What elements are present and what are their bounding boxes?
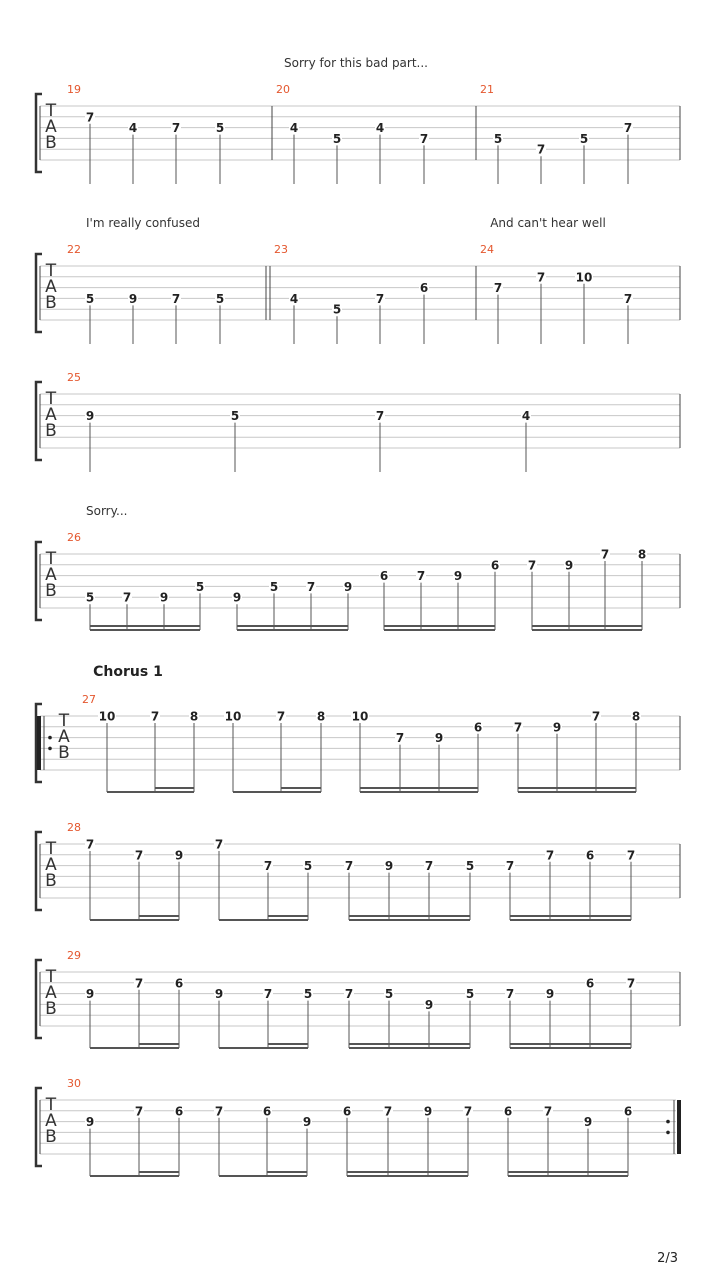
tab-clef-letter: T — [45, 1095, 57, 1115]
tab-system — [36, 56, 680, 184]
fret-number: 4 — [128, 121, 138, 136]
tab-note — [543, 1104, 553, 1176]
tab-note — [453, 569, 463, 630]
fret-number: 9 — [384, 859, 394, 874]
fret-number: 10 — [351, 709, 369, 724]
tab-note — [174, 848, 184, 920]
fret-number: 7 — [344, 987, 354, 1002]
fret-number: 6 — [342, 1104, 352, 1119]
fret-number: 5 — [332, 302, 342, 317]
tab-clef-letter: A — [45, 277, 57, 297]
fret-number: 5 — [332, 131, 342, 146]
tab-note — [171, 121, 181, 184]
fret-number: 7 — [505, 987, 515, 1002]
tab-note — [545, 848, 555, 920]
tab-note — [583, 1115, 593, 1176]
tab-note — [631, 710, 641, 793]
fret-number: 5 — [85, 291, 95, 306]
tab-note — [379, 569, 389, 630]
tab-clef-letter: T — [45, 549, 57, 569]
tab-note — [85, 591, 95, 630]
fret-number: 9 — [214, 987, 224, 1002]
tab-note — [230, 409, 240, 472]
fret-number: 9 — [128, 291, 138, 306]
tab-note — [289, 121, 299, 184]
tab-note — [493, 132, 503, 184]
tab-note — [423, 1104, 433, 1176]
tab-note — [159, 591, 169, 630]
tab-note — [513, 720, 523, 792]
tab-note — [521, 409, 531, 472]
fret-number: 7 — [171, 121, 181, 136]
tab-note — [626, 976, 636, 1048]
fret-number: 7 — [505, 859, 515, 874]
fret-number: 6 — [379, 569, 389, 584]
tab-clef-letter: A — [45, 983, 57, 1003]
tab-note — [626, 848, 636, 920]
tab-clef-letter: B — [45, 293, 57, 313]
tab-clef-letter: T — [45, 389, 57, 409]
fret-number: 5 — [215, 121, 225, 136]
fret-number: 7 — [263, 859, 273, 874]
fret-number: 7 — [263, 987, 273, 1002]
fret-number: 5 — [465, 987, 475, 1002]
fret-number: 9 — [174, 848, 184, 863]
fret-number: 7 — [85, 110, 95, 125]
tab-clef-letter: A — [45, 565, 57, 585]
tab-note — [306, 580, 316, 630]
tab-note — [490, 558, 500, 630]
tab-clef-letter: A — [45, 117, 57, 137]
fret-number: 7 — [85, 837, 95, 852]
tab-note — [150, 710, 160, 793]
repeat-dot — [48, 736, 52, 740]
tab-system — [36, 216, 680, 344]
measure-number: 29 — [67, 949, 81, 962]
tab-note — [375, 121, 385, 184]
fret-number: 7 — [626, 848, 636, 863]
tab-note — [214, 838, 224, 921]
fret-number: 7 — [536, 270, 546, 285]
tab-clef-letter: T — [45, 101, 57, 121]
text-annotation: And can't hear well — [490, 216, 606, 230]
tab-note — [303, 987, 313, 1048]
fret-number: 7 — [344, 859, 354, 874]
tab-clef-letter: A — [45, 405, 57, 425]
measure-number: 22 — [67, 243, 81, 256]
fret-number: 7 — [214, 1104, 224, 1119]
tab-note — [344, 859, 354, 920]
tab-clef-letter: B — [45, 133, 57, 153]
tab-note — [215, 121, 225, 184]
fret-number: 7 — [545, 848, 555, 863]
tab-note — [434, 731, 444, 792]
fret-number: 9 — [85, 987, 95, 1002]
fret-number: 5 — [230, 409, 240, 424]
tab-clef-letter: B — [45, 421, 57, 441]
fret-number: 6 — [419, 281, 429, 296]
tab-note — [128, 121, 138, 184]
fret-number: 7 — [419, 131, 429, 146]
tab-system — [36, 949, 680, 1048]
fret-number: 7 — [395, 731, 405, 746]
fret-number: 7 — [276, 709, 286, 724]
tab-note — [505, 987, 515, 1048]
tab-clef-letter: B — [45, 999, 57, 1019]
tab-note — [85, 110, 95, 184]
tab-note — [375, 292, 385, 344]
tab-note — [536, 143, 546, 184]
measure-number: 20 — [276, 83, 290, 96]
fret-number: 8 — [316, 709, 326, 724]
fret-number: 7 — [493, 281, 503, 296]
tab-note — [134, 976, 144, 1048]
tab-clef-letter: B — [45, 871, 57, 891]
tab-clef-letter: B — [45, 1127, 57, 1147]
tab-note — [591, 710, 601, 793]
tab-clef-letter: T — [45, 839, 57, 859]
fret-number: 7 — [134, 848, 144, 863]
fret-number: 4 — [521, 409, 531, 424]
fret-number: 6 — [585, 848, 595, 863]
measure-number: 19 — [67, 83, 81, 96]
fret-number: 9 — [453, 569, 463, 584]
tab-note — [134, 1104, 144, 1176]
fret-number: 9 — [232, 590, 242, 605]
tab-note — [289, 292, 299, 344]
fret-number: 5 — [269, 579, 279, 594]
tab-note — [85, 409, 95, 472]
tab-clef-letter: T — [45, 261, 57, 281]
tab-note — [232, 591, 242, 630]
tab-note — [493, 281, 503, 344]
fret-number: 8 — [631, 709, 641, 724]
fret-number: 9 — [343, 579, 353, 594]
tab-note — [395, 731, 405, 792]
tab-note — [564, 558, 574, 630]
fret-number: 9 — [424, 997, 434, 1012]
tab-note — [419, 281, 429, 344]
tab-clef-letter: T — [58, 711, 70, 731]
text-annotation: Sorry for this bad part... — [283, 56, 429, 70]
fret-number: 8 — [189, 709, 199, 724]
tab-note — [473, 720, 483, 792]
tab-note — [303, 859, 313, 920]
fret-number: 6 — [174, 976, 184, 991]
tab-note — [224, 710, 242, 793]
tab-note — [384, 859, 394, 920]
repeat-dot — [48, 747, 52, 751]
fret-number: 5 — [579, 131, 589, 146]
tab-note — [465, 987, 475, 1048]
fret-number: 5 — [215, 291, 225, 306]
tab-note — [383, 1104, 393, 1176]
fret-number: 10 — [224, 709, 242, 724]
measure-number: 23 — [274, 243, 288, 256]
fret-number: 5 — [493, 131, 503, 146]
fret-number: 9 — [159, 590, 169, 605]
fret-number: 7 — [150, 709, 160, 724]
fret-number: 7 — [600, 547, 610, 562]
fret-number: 9 — [552, 720, 562, 735]
tab-note — [85, 838, 95, 921]
tab-clef-letter: A — [45, 1111, 57, 1131]
tab-note — [195, 580, 205, 630]
tab-note — [536, 270, 546, 344]
fret-number: 7 — [513, 720, 523, 735]
tab-note — [214, 987, 224, 1048]
fret-number: 4 — [375, 121, 385, 136]
fret-number: 10 — [98, 709, 116, 724]
tab-note — [343, 580, 353, 630]
fret-number: 9 — [545, 987, 555, 1002]
fret-number: 6 — [503, 1104, 513, 1119]
fret-number: 7 — [383, 1104, 393, 1119]
fret-number: 7 — [375, 291, 385, 306]
fret-number: 9 — [85, 1115, 95, 1130]
tab-note — [375, 409, 385, 472]
tab-note — [214, 1104, 224, 1176]
repeat-dot — [666, 1131, 670, 1135]
tab-note — [316, 710, 326, 793]
tab-note — [85, 292, 95, 344]
fret-number: 9 — [302, 1115, 312, 1130]
tab-note — [174, 1104, 184, 1176]
fret-number: 5 — [303, 859, 313, 874]
tab-note — [332, 303, 342, 344]
tab-system — [36, 821, 680, 920]
tab-note — [503, 1104, 513, 1176]
measure-number: 25 — [67, 371, 81, 384]
text-annotation: Sorry... — [86, 504, 128, 518]
tab-note — [122, 591, 132, 630]
tab-clef-letter: B — [58, 743, 70, 763]
tab-note — [276, 710, 286, 793]
tab-note — [128, 292, 138, 344]
repeat-end-thick-bar — [677, 1100, 681, 1154]
tab-note — [263, 987, 273, 1048]
measure-number: 24 — [480, 243, 494, 256]
tab-clef-letter: B — [45, 581, 57, 601]
tab-note — [262, 1104, 272, 1176]
fret-number: 5 — [465, 859, 475, 874]
fret-number: 7 — [134, 1104, 144, 1119]
fret-number: 9 — [423, 1104, 433, 1119]
fret-number: 7 — [214, 837, 224, 852]
fret-number: 5 — [303, 987, 313, 1002]
tab-note — [623, 1104, 633, 1176]
tab-note — [85, 987, 95, 1048]
text-annotation: I'm really confused — [86, 216, 200, 230]
tab-clef-letter: A — [45, 855, 57, 875]
measure-number: 27 — [82, 693, 96, 706]
page-number: 2/3 — [657, 1251, 678, 1266]
fret-number: 7 — [626, 976, 636, 991]
tab-note — [189, 710, 199, 793]
tab-note — [351, 710, 369, 793]
tab-note — [85, 1115, 95, 1176]
measure-number: 26 — [67, 531, 81, 544]
tab-note — [342, 1104, 352, 1176]
tab-system — [36, 504, 680, 630]
fret-number: 7 — [134, 976, 144, 991]
fret-number: 6 — [174, 1104, 184, 1119]
tab-clef-letter: A — [58, 727, 70, 747]
fret-number: 6 — [473, 720, 483, 735]
section-label: Chorus 1 — [93, 664, 163, 680]
tab-note — [463, 1104, 473, 1176]
fret-number: 7 — [424, 859, 434, 874]
tab-note — [424, 859, 434, 920]
fret-number: 7 — [591, 709, 601, 724]
tab-note — [174, 976, 184, 1048]
fret-number: 5 — [195, 579, 205, 594]
tab-note — [465, 859, 475, 920]
fret-number: 9 — [434, 731, 444, 746]
fret-number: 10 — [575, 270, 593, 285]
tab-clef-letter: T — [45, 967, 57, 987]
tab-note — [134, 848, 144, 920]
tab-system — [36, 664, 680, 792]
fret-number: 7 — [536, 142, 546, 157]
fret-number: 9 — [85, 409, 95, 424]
fret-number: 7 — [623, 121, 633, 136]
tab-note — [527, 558, 537, 630]
tab-note — [171, 292, 181, 344]
fret-number: 7 — [463, 1104, 473, 1119]
tab-system — [36, 1077, 681, 1176]
tab-note — [637, 548, 647, 631]
fret-number: 6 — [490, 558, 500, 573]
fret-number: 4 — [289, 291, 299, 306]
fret-number: 6 — [262, 1104, 272, 1119]
fret-number: 7 — [527, 558, 537, 573]
tab-note — [579, 132, 589, 184]
repeat-start-thick-bar — [37, 716, 41, 770]
tab-note — [263, 859, 273, 920]
fret-number: 4 — [289, 121, 299, 136]
fret-number: 7 — [171, 291, 181, 306]
fret-number: 7 — [306, 579, 316, 594]
fret-number: 7 — [543, 1104, 553, 1119]
fret-number: 7 — [122, 590, 132, 605]
fret-number: 7 — [416, 569, 426, 584]
fret-number: 5 — [85, 590, 95, 605]
tab-note — [623, 121, 633, 184]
tab-note — [384, 987, 394, 1048]
tab-note — [302, 1115, 312, 1176]
tab-system — [36, 371, 680, 472]
fret-number: 9 — [564, 558, 574, 573]
repeat-dot — [666, 1120, 670, 1124]
fret-number: 6 — [585, 976, 595, 991]
measure-number: 28 — [67, 821, 81, 834]
tab-note — [505, 859, 515, 920]
tab-note — [269, 580, 279, 630]
measure-number: 30 — [67, 1077, 81, 1090]
fret-number: 8 — [637, 547, 647, 562]
tab-note — [585, 848, 595, 920]
tab-note — [332, 132, 342, 184]
fret-number: 5 — [384, 987, 394, 1002]
tab-note — [552, 720, 562, 792]
measure-number: 21 — [480, 83, 494, 96]
fret-number: 7 — [623, 291, 633, 306]
tab-note — [623, 292, 633, 344]
tab-note — [419, 132, 429, 184]
tab-note — [585, 976, 595, 1048]
tab-note — [545, 987, 555, 1048]
tab-note — [575, 270, 593, 344]
tab-note — [344, 987, 354, 1048]
tab-note — [600, 548, 610, 631]
tab-note — [416, 569, 426, 630]
tab-note — [98, 710, 116, 793]
tab-note — [215, 292, 225, 344]
fret-number: 7 — [375, 409, 385, 424]
fret-number: 9 — [583, 1115, 593, 1130]
tab-note — [424, 998, 434, 1048]
fret-number: 6 — [623, 1104, 633, 1119]
